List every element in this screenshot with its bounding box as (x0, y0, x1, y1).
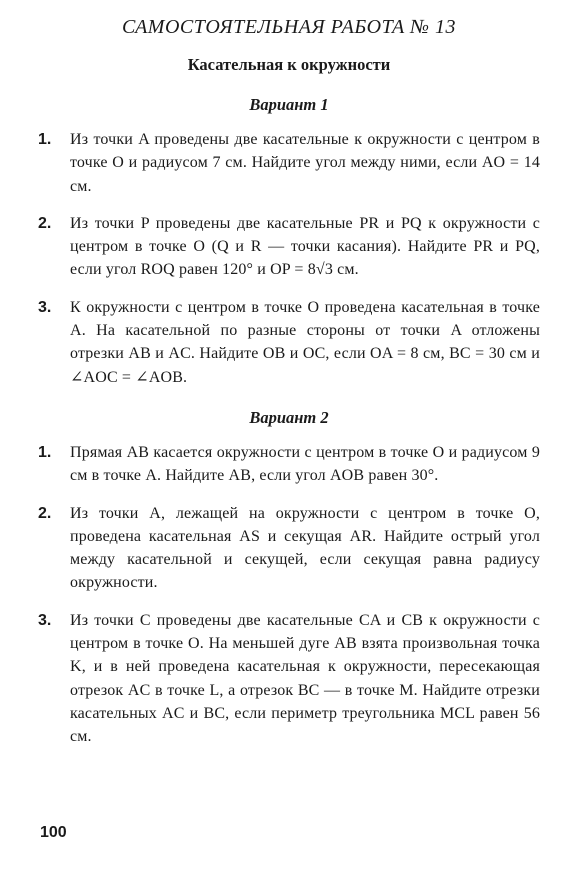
task-item (38, 296, 540, 389)
task-number: 3. (38, 298, 52, 316)
task-item (38, 502, 540, 595)
page-number: 100 (40, 824, 67, 841)
task-item (38, 212, 540, 282)
task-item (38, 609, 540, 749)
task-item (38, 441, 540, 488)
task-number: 2. (38, 504, 52, 522)
task-text: Из точки P проведены две касательные PR и PQ к окружности с центром в точке O (Q и R — точки касания). Найдите PR и PQ, если угол ROQ равен 120° и OP = 8√3 см. (70, 214, 540, 279)
task-number: 1. (38, 131, 52, 148)
task-number: 2. (38, 214, 52, 232)
variant-1-title: Вариант 1 (249, 95, 329, 114)
task-number: 3. (38, 611, 52, 629)
task-text: К окружности с центром в точке O проведена касательная в точке A. На касательной по разные стороны от точки A отложены отрезки AB и AC. Найдите OB и OC, если OA = 8 см, BC = 30 см и ∠AOC = ∠AOB. (70, 298, 540, 386)
variant-2-task-list (38, 441, 540, 749)
variant-1-task-list (38, 128, 540, 389)
work-title: САМОСТОЯТЕЛЬНАЯ РАБОТА № 13 (121, 16, 457, 38)
task-text: Из точки A проведены две касательные к окружности с центром в точке O и радиусом 7 см. Найдите угол между ними, если AO = 14 см. (70, 131, 540, 195)
topic-title: Касательная к окружности (187, 55, 391, 74)
task-text: Из точки A, лежащей на окружности с центром в точке O, проведена касательная AS и секущая AR. Найдите острый угол между касательной и секущей, если секущая равна радиусу окружности. (70, 504, 540, 592)
task-text: Из точки C проведены две касательные CA и CB к окружности с центром в точке O. На меньшей дуге AB взята произвольная точка K, и в ней проведена касательная к окружности, пересекающая отрезок AC в точке L, а отрезок BC — в точке M. Найдите отрезки касательных AC и BC, если периметр треугольника MCL равен 56 см. (70, 611, 540, 746)
task-text: Прямая AB касается окружности с центром в точке O и радиусом 9 см в точке A. Найдите AB, если угол AOB равен 30°. (70, 443, 540, 485)
task-number: 1. (38, 443, 52, 461)
variant-1 (38, 94, 540, 389)
variant-2-title: Вариант 2 (249, 407, 329, 427)
task-item (38, 128, 540, 198)
variant-2 (38, 407, 540, 749)
